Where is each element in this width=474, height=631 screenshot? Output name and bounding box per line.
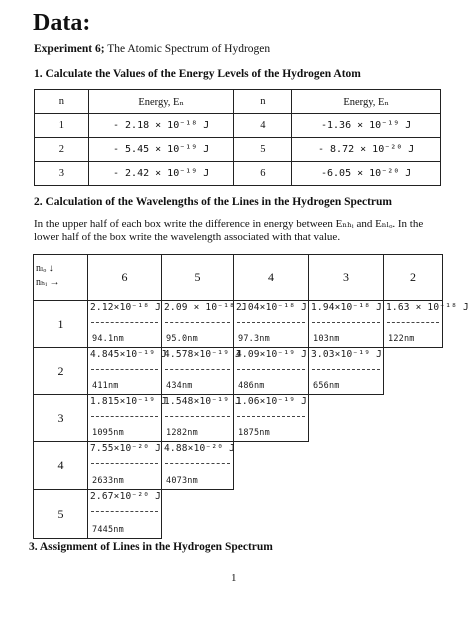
- divider: [165, 369, 230, 370]
- energy-difference: 2.12×10⁻¹⁸ J: [90, 302, 162, 313]
- energy-difference: 4.88×10⁻²⁰ J: [164, 443, 236, 454]
- col-n-header: n: [234, 90, 292, 114]
- energy-cell: - 2.18 × 10⁻¹⁸ J: [88, 114, 234, 138]
- energy-difference: 1.94×10⁻¹⁸ J: [311, 302, 383, 313]
- wavelength-value: 2633nm: [92, 476, 124, 486]
- divider: [237, 416, 305, 417]
- divider: [237, 322, 305, 323]
- corner-n-lo-label: nₗₒ ↓: [36, 263, 54, 274]
- transition-cell: [161, 441, 234, 490]
- energy-difference: 3.03×10⁻¹⁹ J: [311, 349, 383, 360]
- divider: [165, 322, 230, 323]
- divider: [165, 416, 230, 417]
- table-header-row: [35, 90, 441, 114]
- instructions-line: lower half of the box write the wavelength associated with that value.: [34, 231, 341, 243]
- transition-cell: [87, 300, 162, 348]
- energy-cell: -1.36 × 10⁻¹⁹ J: [292, 114, 441, 138]
- transition-cell: [87, 347, 167, 395]
- transition-cell: [233, 394, 309, 442]
- n-cell: 2: [35, 138, 89, 162]
- wavelength-value: 434nm: [166, 381, 193, 391]
- wavelength-value: 94.1nm: [92, 334, 124, 344]
- energy-difference: 1.63 × 10⁻¹⁸ J: [386, 302, 469, 313]
- column-header: 6: [87, 254, 162, 301]
- energy-levels-table: [34, 89, 441, 186]
- wavelength-value: 411nm: [92, 381, 119, 391]
- wavelength-value: 97.3nm: [238, 334, 270, 344]
- col-n-header: n: [35, 90, 89, 114]
- transition-cell: [161, 394, 241, 442]
- energy-cell: - 2.42 × 10⁻¹⁹ J: [88, 162, 234, 186]
- wavelength-value: 1875nm: [238, 428, 270, 438]
- transition-cell: [87, 441, 162, 490]
- page-title: Data:: [33, 10, 91, 36]
- column-header: 2: [383, 254, 443, 301]
- divider: [312, 369, 380, 370]
- divider: [91, 416, 158, 417]
- n-cell: 6: [234, 162, 292, 186]
- transition-cell: [308, 300, 384, 348]
- energy-difference: 2.04×10⁻¹⁸ J: [236, 302, 308, 313]
- energy-cell: - 5.45 × 10⁻¹⁹ J: [88, 138, 234, 162]
- wavelength-value: 656nm: [313, 381, 340, 391]
- transition-cell: [87, 489, 162, 539]
- col-energy-header: Energy, Eₙ: [88, 90, 234, 114]
- column-header: 3: [308, 254, 384, 301]
- transition-cell: [233, 300, 309, 348]
- experiment-line: [34, 43, 270, 55]
- col-energy-header: Energy, Eₙ: [292, 90, 441, 114]
- n-cell: 5: [234, 138, 292, 162]
- energy-difference: 4.09×10⁻¹⁹ J: [236, 349, 308, 360]
- wavelength-value: 122nm: [388, 334, 415, 344]
- corner-n-hi-label: nₕᵢ →: [36, 277, 60, 288]
- n-cell: 4: [234, 114, 292, 138]
- column-header: 5: [161, 254, 234, 301]
- energy-difference: 2.67×10⁻²⁰ J: [90, 491, 162, 502]
- transition-cell: [161, 347, 241, 395]
- energy-cell: -6.05 × 10⁻²⁰ J: [292, 162, 441, 186]
- n-cell: 1: [35, 114, 89, 138]
- transition-cell: [308, 347, 384, 395]
- wavelength-value: 103nm: [313, 334, 340, 344]
- transition-cell: [383, 300, 469, 348]
- energy-difference: 7.55×10⁻²⁰ J: [90, 443, 162, 454]
- table-row: [35, 138, 441, 162]
- divider: [312, 322, 380, 323]
- wavelength-value: 1282nm: [166, 428, 198, 438]
- energy-cell: - 8.72 × 10⁻²⁰ J: [292, 138, 441, 162]
- divider: [387, 322, 439, 323]
- section3-heading: 3. Assignment of Lines in the Hydrogen Spectrum: [29, 541, 273, 553]
- energy-difference: 2.09 × 10⁻¹⁸ J: [164, 302, 247, 313]
- section1-heading: 1. Calculate the Values of the Energy Levels of the Hydrogen Atom: [34, 68, 361, 80]
- energy-difference: 1.06×10⁻¹⁹ J: [236, 396, 308, 407]
- row-header: 5: [33, 489, 88, 539]
- energy-difference: 4.578×10⁻¹⁹ J: [164, 349, 241, 360]
- experiment-label: Experiment 6;: [34, 43, 105, 55]
- n-cell: 3: [35, 162, 89, 186]
- wavelength-value: 1095nm: [92, 428, 124, 438]
- wavelength-value: 7445nm: [92, 525, 124, 535]
- divider: [91, 369, 158, 370]
- transition-cell: [161, 300, 247, 348]
- energy-difference: 1.815×10⁻¹⁹ J: [90, 396, 167, 407]
- wavelength-value: 4073nm: [166, 476, 198, 486]
- table-row: [35, 162, 441, 186]
- wavelength-value: 95.0nm: [166, 334, 198, 344]
- row-header: 2: [33, 347, 88, 395]
- page-number: 1: [231, 572, 237, 584]
- divider: [91, 322, 158, 323]
- energy-difference: 1.548×10⁻¹⁹ J: [164, 396, 241, 407]
- table-row: [35, 114, 441, 138]
- energy-difference: 4.845×10⁻¹⁹ J: [90, 349, 167, 360]
- divider: [91, 463, 158, 464]
- row-header: 1: [33, 300, 88, 348]
- section2-heading: 2. Calculation of the Wavelengths of the Lines in the Hydrogen Spectrum: [34, 196, 392, 208]
- wavelength-value: 486nm: [238, 381, 265, 391]
- row-header: 4: [33, 441, 88, 490]
- grid-corner-cell: [33, 254, 88, 301]
- divider: [237, 369, 305, 370]
- transition-cell: [87, 394, 167, 442]
- section2-instructions: [34, 218, 454, 244]
- divider: [165, 463, 230, 464]
- row-header: 3: [33, 394, 88, 442]
- instructions-line: In the upper half of each box write the difference in energy between Eₙₕᵢ and Eₙₗₒ. In the: [34, 218, 424, 230]
- column-header: 4: [233, 254, 309, 301]
- experiment-name: The Atomic Spectrum of Hydrogen: [104, 43, 271, 55]
- transition-cell: [233, 347, 309, 395]
- divider: [91, 511, 158, 512]
